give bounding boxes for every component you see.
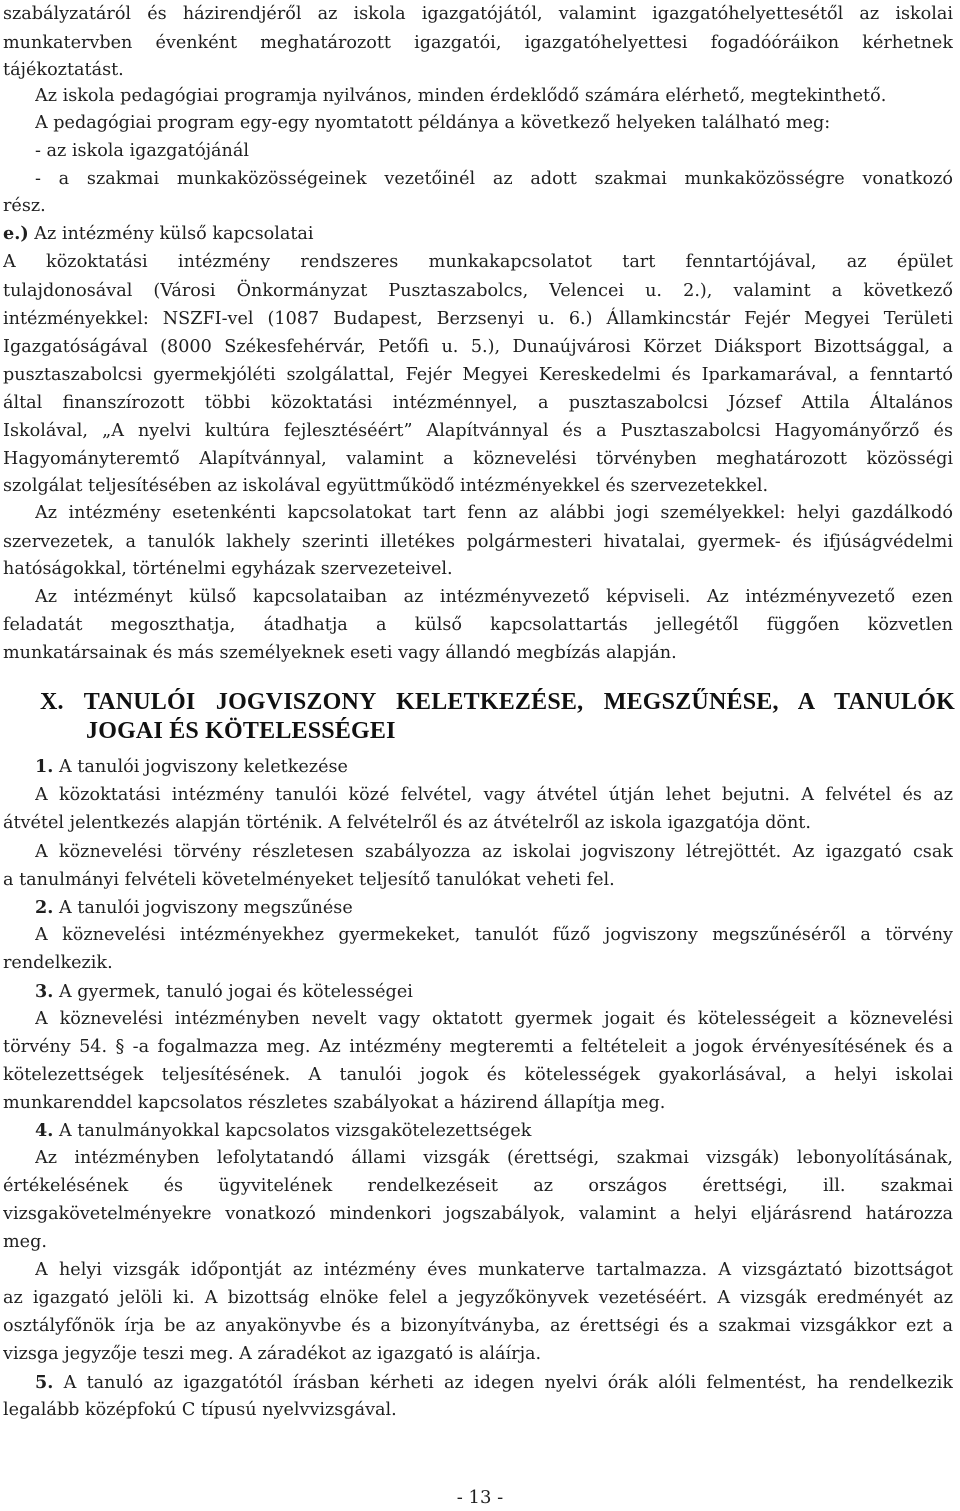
line-text: Igazgatóságával (8000 Székesfehérvár, Petőfi u. 5.), Dunaújvárosi Körzet Diáksport Bizottsággal, a (3, 337, 953, 357)
line-text: értékelésének és ügyvitelének rendelkezéseit az országos érettségi, ill. szakmai (3, 1176, 953, 1196)
text-line (35, 165, 953, 194)
line-text: átvétel jelentkezés alapján történik. A felvételről és az átvételről az iskola igazgatója dönt. (3, 813, 811, 833)
text-line (35, 1116, 953, 1145)
line-text: - az iskola igazgatójánál (35, 141, 249, 161)
text-line (3, 1033, 953, 1062)
text-line (35, 137, 953, 166)
line-text: Az intézmény külső kapcsolatai (28, 224, 314, 244)
line-text: A tanulmányokkal kapcsolatos vizsgakötelezettségek (53, 1121, 532, 1141)
line-text: A tanuló az igazgatótól írásban kérheti az idegen nyelvi órák alóli felmentést, ha rendelkezik (53, 1373, 953, 1393)
text-line (3, 333, 953, 362)
item-number: 1. (35, 756, 54, 777)
text-line (35, 838, 953, 867)
line-text: vizsgakövetelményekre vonatkozó mindenkori jogszabályok, valamint a helyi eljárásrend határozza (3, 1204, 953, 1224)
line-text: A tanulói jogviszony megszűnése (53, 898, 353, 918)
line-text: kötelezettségek teljesítésének. A tanulói jogok és kötelességek gyakorlásával, a helyi iskolai (3, 1065, 953, 1085)
line-text: rendelkezik. (3, 953, 113, 973)
text-line (3, 1312, 953, 1341)
text-line (3, 277, 953, 306)
item-number: 4. (35, 1120, 54, 1141)
line-text: tulajdonosával (Városi Önkormányzat Pusztaszabolcs, Velencei u. 2.), valamint a következő (3, 281, 953, 301)
line-text: pusztaszabolcsi gyermekjóléti szolgálattal, Fejér Megyei Kereskedelmi és Iparkamarával, a fenntartó (3, 365, 953, 385)
line-text: Az intézményt külső kapcsolataiban az intézményvezető képviseli. Az intézményvezető ezen (35, 587, 953, 607)
text-line (3, 611, 953, 640)
text-line (3, 361, 953, 390)
page-number: - 13 - (456, 1487, 504, 1508)
text-line (3, 949, 953, 978)
line-text: tájékoztatást. (3, 60, 124, 80)
text-line (3, 472, 953, 501)
text-line (35, 977, 953, 1006)
line-text: munkatársainak és más személyeknek eseti vagy állandó megbízás alapján. (3, 643, 677, 663)
line-text: a tanulmányi felvételi követelményeket teljesítő tanulókat veheti fel. (3, 870, 615, 890)
text-line (35, 109, 953, 138)
line-text: rész. (3, 196, 46, 216)
text-line (3, 528, 953, 557)
text-line (35, 1005, 953, 1034)
text-line (35, 781, 953, 810)
line-text: osztályfőnök írja be az anyakönyvbe és a bizonyítványba, az érettségi és a szakmai vizsgákkor ezt a (3, 1316, 953, 1336)
line-text: legalább középfokú C típusú nyelvvizsgával. (3, 1400, 397, 1420)
text-line (3, 1089, 953, 1118)
text-line (3, 445, 953, 474)
text-line (35, 583, 953, 612)
line-text: A köznevelési intézményben nevelt vagy oktatott gyermek jogait és kötelességeit a köznevelési (35, 1009, 953, 1029)
line-text: A köznevelési törvény részletesen szabályozza az iskolai jogviszony létrejöttét. Az igazgató csak (35, 842, 953, 862)
line-text: az igazgató jelöli ki. A bizottság elnöke felel a jegyzőkönyvek vezetéséért. A vizsgák eredményét az (3, 1288, 953, 1308)
text-line (3, 219, 953, 248)
text-line (35, 1368, 953, 1397)
line-text: szolgálat teljesítésében az iskolával együttműködő intézményekkel és szervezetekkel. (3, 476, 769, 496)
line-text: A gyermek, tanuló jogai és kötelességei (53, 982, 413, 1002)
line-text: Az intézményben lefolytatandó állami vizsgák (érettségi, szakmai vizsgák) lebonyolításának, (35, 1148, 953, 1168)
line-text: - a szakmai munkaközösségeinek vezetőinél az adott szakmai munkaközösségre vonatkozó (35, 169, 953, 189)
text-line (3, 305, 953, 334)
line-text: A pedagógiai program egy-egy nyomtatott példánya a következő helyeken található meg: (35, 113, 831, 133)
text-line (3, 56, 953, 85)
text-line (35, 82, 953, 111)
line-text: X. TANULÓI JOGVISZONY KELETKEZÉSE, MEGSZŰNÉSE, A TANULÓK (40, 689, 955, 715)
line-text: vizsga jegyzője teszi meg. A záradékot az igazgató is aláírja. (3, 1344, 542, 1364)
line-text: munkatervben évenként meghatározott igazgatói, igazgatóhelyettesi fogadóóráikon kérhetnek (3, 33, 953, 53)
text-line (35, 499, 953, 528)
text-line (3, 1200, 953, 1229)
text-line (35, 921, 953, 950)
item-number: 5. (35, 1372, 54, 1393)
text-line (3, 29, 953, 58)
line-text: Az intézmény esetenkénti kapcsolatokat tart fenn az alábbi jogi személyekkel: helyi gazdálkodó (35, 503, 953, 523)
line-text: meg. (3, 1232, 47, 1252)
text-line (3, 0, 953, 29)
text-line (3, 1396, 953, 1425)
item-number: 3. (35, 981, 54, 1002)
text-line (3, 1228, 953, 1257)
line-text: Az iskola pedagógiai programja nyilvános, minden érdeklődő számára elérhető, megtekinthető. (35, 86, 887, 106)
section-heading-line (40, 688, 955, 717)
text-line (35, 1144, 953, 1173)
text-line (3, 1284, 953, 1313)
text-line (35, 893, 953, 922)
line-text: A helyi vizsgák időpontját az intézmény éves munkaterve tartalmazza. A vizsgáztató bizottságot (35, 1260, 953, 1280)
item-number: e.) (3, 223, 29, 244)
text-line (35, 752, 953, 781)
line-text: intézményekkel: NSZFI-vel (1087 Budapest, Berzsenyi u. 6.) Államkincstár Fejér Megyei Területi (3, 309, 953, 329)
line-text: A közoktatási intézmény tanulói közé felvétel, vagy átvétel útján lehet bejutni. A felvétel és az (35, 785, 953, 805)
item-number: 2. (35, 897, 54, 918)
line-text: hatóságokkal, történelmi egyházak szervezeteivel. (3, 559, 453, 579)
line-text: A köznevelési intézményekhez gyermekeket, tanulót fűző jogviszony megszűnéséről a törvény (35, 925, 953, 945)
text-line (3, 1061, 953, 1090)
line-text: A közoktatási intézmény rendszeres munkakapcsolatot tart fenntartójával, az épület (3, 252, 953, 272)
text-line (3, 417, 953, 446)
text-line (3, 389, 953, 418)
line-text: JOGAI ÉS KÖTELESSÉGEI (86, 718, 396, 744)
text-line (35, 1256, 953, 1285)
text-line (3, 866, 953, 895)
text-line (3, 1340, 953, 1369)
text-line (3, 248, 953, 277)
text-line (3, 1172, 953, 1201)
line-text: feladatát megoszthatja, átadhatja a külső kapcsolattartás jellegétől függően közvetlen (3, 615, 953, 635)
text-line (3, 192, 953, 221)
line-text: Hagyományteremtő Alapítvánnyal, valamint a köznevelési törvényben meghatározott közösségi (3, 449, 953, 469)
text-line (3, 809, 953, 838)
text-line (3, 555, 953, 584)
line-text: által finanszírozott többi közoktatási intézménnyel, a pusztaszabolcsi József Attila Általános (3, 393, 953, 413)
line-text: munkarenddel kapcsolatos részletes szabályokat a házirend állapítja meg. (3, 1093, 666, 1113)
line-text: Iskolával, „A nyelvi kultúra fejlesztéséért” Alapítvánnyal és a Pusztaszabolcsi Hagyományőrző és (3, 421, 953, 441)
text-line (3, 639, 953, 668)
line-text: szervezetek, a tanulók lakhely szerinti illetékes polgármesteri hivatalai, gyermek- és ifjúságvédelmi (3, 532, 953, 552)
line-text: szabályzatáról és házirendjéről az iskola igazgatójától, valamint igazgatóhelyettesétől az iskolai (3, 4, 953, 24)
line-text: törvény 54. § -a fogalmazza meg. Az intézmény megteremti a feltételeit a jogok érvényesítésének és a (3, 1037, 953, 1057)
section-heading-line (86, 717, 946, 746)
line-text: A tanulói jogviszony keletkezése (53, 757, 348, 777)
